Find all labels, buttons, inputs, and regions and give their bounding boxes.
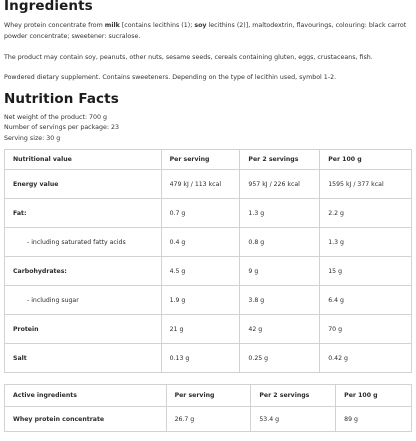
- allergen-note: The product may contain soy, peanuts, other nuts, sesame seeds, cereals containing gluten, eggs, crustaceans, fish.: [4, 54, 373, 61]
- cell-value: 1595 kJ / 377 kcal: [320, 170, 412, 199]
- nutrition-table: [4, 149, 412, 373]
- cell-value: 0.42 g: [320, 344, 412, 373]
- serving-size: Serving size: 30 g: [4, 134, 61, 142]
- row-label: Energy value: [5, 170, 162, 199]
- column-header: Nutritional value: [5, 150, 162, 170]
- active-ingredients-table: [4, 384, 412, 432]
- table-row: [5, 344, 412, 373]
- table-row: [5, 286, 412, 315]
- row-label: Whey protein concentrate: [5, 407, 167, 432]
- row-label: - including saturated fatty acids: [5, 228, 162, 257]
- column-header: Per 2 servings: [240, 150, 320, 170]
- nutrition-facts-heading: Nutrition Facts: [4, 91, 119, 107]
- ingredients-heading: Ingredients: [4, 0, 93, 14]
- supplement-note: Powdered dietary supplement. Contains sweeteners. Depending on the type of lecithin used, symbol 1-2.: [4, 74, 337, 81]
- column-header: Per 100 g: [320, 150, 412, 170]
- column-header: Per serving: [166, 385, 251, 407]
- column-header: Per 2 servings: [251, 385, 336, 407]
- row-label: Fat:: [5, 199, 162, 228]
- cell-value: 9 g: [240, 257, 320, 286]
- nutrition-table-header: [5, 150, 412, 170]
- cell-value: 89 g: [336, 407, 412, 432]
- table-row: [5, 407, 412, 432]
- active-table-header: [5, 385, 412, 407]
- cell-value: 53.4 g: [251, 407, 336, 432]
- net-weight: Net weight of the product: 700 g: [4, 114, 108, 121]
- ingredients-composition: Whey protein concentrate from milk [contains lecithins (1); soy lecithins (2)], maltodextrin, flavourings, colouring: black carrot powder concentrate; sweetener: sucralose.: [4, 22, 407, 40]
- cell-value: 2.2 g: [320, 199, 412, 228]
- column-header: Per 100 g: [336, 385, 412, 407]
- cell-value: 479 kJ / 113 kcal: [161, 170, 240, 199]
- cell-value: 0.13 g: [161, 344, 240, 373]
- cell-value: 4.5 g: [161, 257, 240, 286]
- column-header: Per serving: [161, 150, 240, 170]
- table-row: [5, 228, 412, 257]
- table-row: [5, 257, 412, 286]
- row-label: - including sugar: [5, 286, 162, 315]
- cell-value: 15 g: [320, 257, 412, 286]
- column-header: Active ingredients: [5, 385, 167, 407]
- table-row: [5, 170, 412, 199]
- servings-per-package: Number of servings per package: 23: [4, 124, 120, 132]
- cell-value: 957 kJ / 226 kcal: [240, 170, 320, 199]
- table-row: [5, 199, 412, 228]
- row-label: Carbohydrates:: [5, 257, 162, 286]
- cell-value: 0.25 g: [240, 344, 320, 373]
- row-label: Salt: [5, 344, 162, 373]
- cell-value: 0.7 g: [161, 199, 240, 228]
- cell-value: 6.4 g: [320, 286, 412, 315]
- cell-value: 0.4 g: [161, 228, 240, 257]
- cell-value: 1.3 g: [240, 199, 320, 228]
- cell-value: 1.3 g: [320, 228, 412, 257]
- cell-value: 3.8 g: [240, 286, 320, 315]
- table-row: [5, 315, 412, 344]
- cell-value: 42 g: [240, 315, 320, 344]
- cell-value: 1.9 g: [161, 286, 240, 315]
- row-label: Protein: [5, 315, 162, 344]
- cell-value: 0.8 g: [240, 228, 320, 257]
- cell-value: 26.7 g: [166, 407, 251, 432]
- cell-value: 70 g: [320, 315, 412, 344]
- product-meta: [4, 113, 119, 144]
- cell-value: 21 g: [161, 315, 240, 344]
